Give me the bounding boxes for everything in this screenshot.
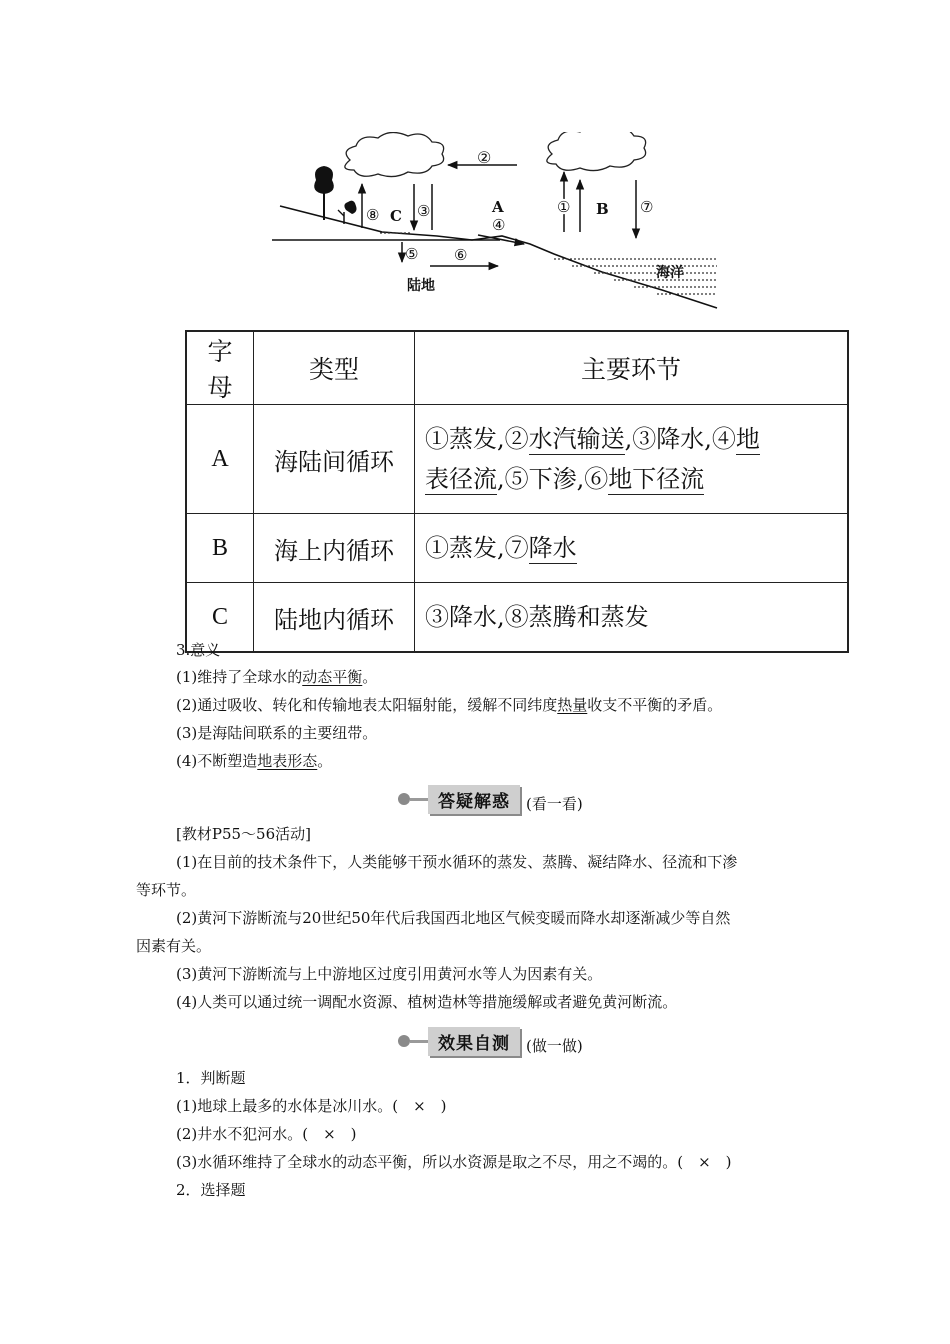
qa-paragraph: (4)人类可以通过统一调配水资源、植树造林等措施缓解或者避免黄河断流。: [176, 993, 678, 1011]
water-cycle-table: [185, 330, 849, 653]
table-row: [186, 405, 848, 514]
label-3: ③: [417, 202, 431, 220]
significance-item: [176, 695, 722, 715]
text-segment: ①蒸发,⑦: [425, 534, 529, 562]
label-6: ⑥: [454, 246, 468, 264]
cloud-left-icon: [345, 132, 444, 176]
underlined-term: 地表形态: [257, 752, 318, 770]
label-b: B: [596, 200, 609, 218]
header-main-links: 主要环节: [415, 331, 849, 405]
question-heading: 1．判断题: [176, 1069, 246, 1087]
connector-line: [410, 1040, 428, 1043]
label-2: ②: [477, 148, 492, 167]
underlined-term: 地: [735, 425, 760, 453]
underlined-term: 动态平衡: [302, 668, 363, 686]
bullet-dot-icon: [398, 1035, 410, 1047]
qa-paragraph: (1)在目前的技术条件下，人类能够干预水循环的蒸发、蒸腾、凝结降水、径流和下渗: [176, 853, 738, 871]
bullet-dot-icon: [398, 793, 410, 805]
label-8: ⑧: [366, 206, 380, 224]
significance-item: [176, 667, 377, 687]
text-segment: (4)不断塑造: [176, 752, 258, 770]
question-heading: 2．选择题: [176, 1181, 246, 1199]
row-main-links: [415, 583, 849, 653]
underlined-term: 降水: [528, 534, 577, 562]
test-badge-label: 效果自测: [428, 1027, 520, 1056]
table-row: [186, 514, 848, 583]
qa-paragraph-cont: 等环节。: [136, 881, 197, 899]
text-segment: ,③降水,④: [624, 425, 736, 453]
row-main-links: [415, 514, 849, 583]
underlined-term: 地下径流: [608, 465, 705, 493]
row-type: 海陆间循环: [254, 405, 415, 514]
header-letter: 字母: [186, 331, 254, 405]
row-letter: B: [186, 514, 254, 583]
test-badge-sub: (做一做): [526, 1036, 583, 1055]
section-title: 3.意义: [176, 641, 221, 659]
qa-section-header: [398, 784, 583, 814]
textbook-reference: [教材P55～56活动]: [176, 825, 311, 843]
qa-paragraph: (3)黄河下游断流与上中游地区过度引用黄河水等人为因素有关。: [176, 965, 603, 983]
text-segment: 。: [317, 752, 333, 770]
cloud-right-icon: [547, 132, 646, 171]
qa-paragraph: (2)黄河下游断流与20世纪50年代后我国西北地区气候变暖而降水却逐渐减少等自然: [176, 909, 731, 927]
significance-item: (3)是海陆间联系的主要纽带。: [176, 724, 378, 742]
text-segment: (1)维持了全球水的: [176, 668, 303, 686]
label-4: ④: [492, 216, 506, 234]
question-item: (1)地球上最多的水体是冰川水。( × ): [176, 1097, 447, 1115]
text-segment: ③降水,⑧蒸腾和蒸发: [425, 603, 649, 631]
qa-badge-sub: (看一看): [526, 794, 583, 813]
underlined-term: 表径流: [425, 465, 497, 493]
water-cycle-diagram: [262, 132, 732, 317]
connector-line: [410, 798, 428, 801]
tree-icon: [314, 166, 356, 224]
label-ocean: 海洋: [656, 265, 684, 281]
label-a: A: [492, 198, 504, 216]
qa-badge-label: 答疑解惑: [428, 785, 520, 814]
significance-item: [176, 751, 332, 771]
row-type: 陆地内循环: [254, 583, 415, 653]
test-section-header: [398, 1026, 583, 1056]
label-1: ①: [557, 198, 571, 216]
label-c: C: [390, 207, 402, 225]
row-main-links: [415, 405, 849, 514]
text-segment: 收支不平衡的矛盾。: [587, 696, 723, 714]
label-5: ⑤: [405, 245, 419, 263]
row-letter: C: [186, 583, 254, 653]
ocean-water: [554, 259, 717, 294]
label-land: 陆地: [407, 278, 435, 294]
text-segment: ,⑤下渗,⑥: [497, 465, 609, 493]
text-segment: (2)通过吸收、转化和传输地表太阳辐射能，缓解不同纬度: [176, 696, 558, 714]
text-segment: 。: [362, 668, 378, 686]
underlined-term: 热量: [557, 696, 588, 714]
row-letter: A: [186, 405, 254, 514]
underlined-term: 水汽输送: [528, 425, 625, 453]
header-type: 类型: [254, 331, 415, 405]
question-item: (2)井水不犯河水。( × ): [176, 1125, 357, 1143]
table-header-row: [186, 331, 848, 405]
qa-paragraph-cont: 因素有关。: [136, 937, 212, 955]
question-item: (3)水循环维持了全球水的动态平衡，所以水资源是取之不尽，用之不竭的。( × ): [176, 1153, 732, 1171]
label-7: ⑦: [640, 198, 654, 216]
row-type: 海上内循环: [254, 514, 415, 583]
table-row: [186, 583, 848, 653]
text-segment: ①蒸发,②: [425, 425, 529, 453]
